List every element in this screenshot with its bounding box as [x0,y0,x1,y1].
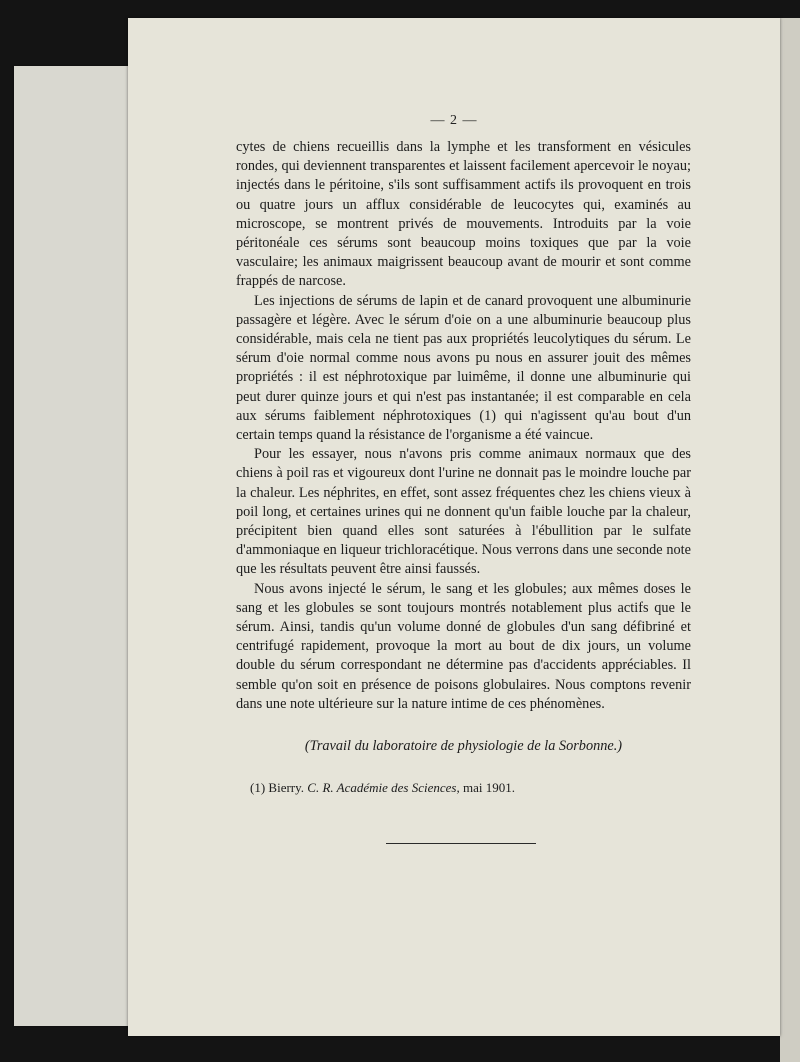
footnote-journal: C. R. Académie des Sciences, [307,780,460,795]
paragraph-4: Nous avons injecté le sérum, le sang et les globules; aux mêmes doses le sang et les globules se sont toujours montrés notablement plus actifs que le sérum. Ainsi, tandis qu'un volume donné de globules d'un sang défibriné et centrifugé rapidement, provoque la mort au bout de dix jours, un volume double du sérum correspondant ne détermine pas d'accidents appréciables. Il semble qu'on soit en présence de poisons globulaires. Nous comptons revenir dans une note ultérieure sur la nature intime de ces phénomènes. [236,580,691,712]
paragraph-1: cytes de chiens recueillis dans la lymphe et les transforment en vésicules rondes, qui deviennent transparentes et laissent facilement apercevoir le noyau; injectés dans le péritoine, s'ils sont suffisamment actifs ils provoquent en trois ou quatre jours un afflux considérable de leucocytes qui, examinés au microscope, se montrent privés de mouvements. Introduits par la voie péritonéale ces sérums sont beaucoup moins toxiques que par la voie vasculaire; les animaux maigrissent beaucoup avant de mourir et sont comme frappés de narcose. [236,139,691,290]
next-page-edge [780,18,800,1062]
footnote-prefix: (1) Bierry. [250,780,308,795]
document-page [128,18,780,1036]
page-number: — 2 — [430,113,478,128]
body-text [236,138,691,714]
paragraph-2: Les injections de sérums de lapin et de canard provoquent une albuminurie passagère et légère. Avec le sérum d'oie on a une albuminurie beaucoup plus considérable, mais cela ne tient pas aux propriétés leucolytiques du sérum. Le sérum d'oie normal comme nous avons pu nous en assurer jouit des mêmes propriétés : il est néphrotoxique par luimême, il donne une albuminurie qui peut durer quinze jours et qui n'est pas instantanée; il est comparable en cela aux sérums faiblement néphrotoxiques (1) qui n'agissent qu'au bout d'un certain temps quand la résistance de l'organisme a été vaincue. [236,292,691,444]
paragraph-3: Pour les essayer, nous n'avons pris comme animaux normaux que des chiens à poil ras et vigoureux dont l'urine ne donnait pas le moindre louche par la chaleur. Les néphrites, en effet, sont assez fréquentes chez les chiens vieux à poil long, et certaines urines qui ne donnent qu'un faible louche par la chaleur, précipitent bien quand elles sont saturées à l'ébullition par le sulfate d'ammoniaque en liqueur trichloracétique. Nous verrons dans une seconde note que les résultats peuvent être ainsi faussés. [236,446,691,578]
laboratory-credit: (Travail du laboratoire de physiologie de la Sorbonne.) [304,738,623,754]
end-rule [386,843,536,844]
footnote [250,780,515,796]
footnote-date: mai 1901. [459,780,515,795]
